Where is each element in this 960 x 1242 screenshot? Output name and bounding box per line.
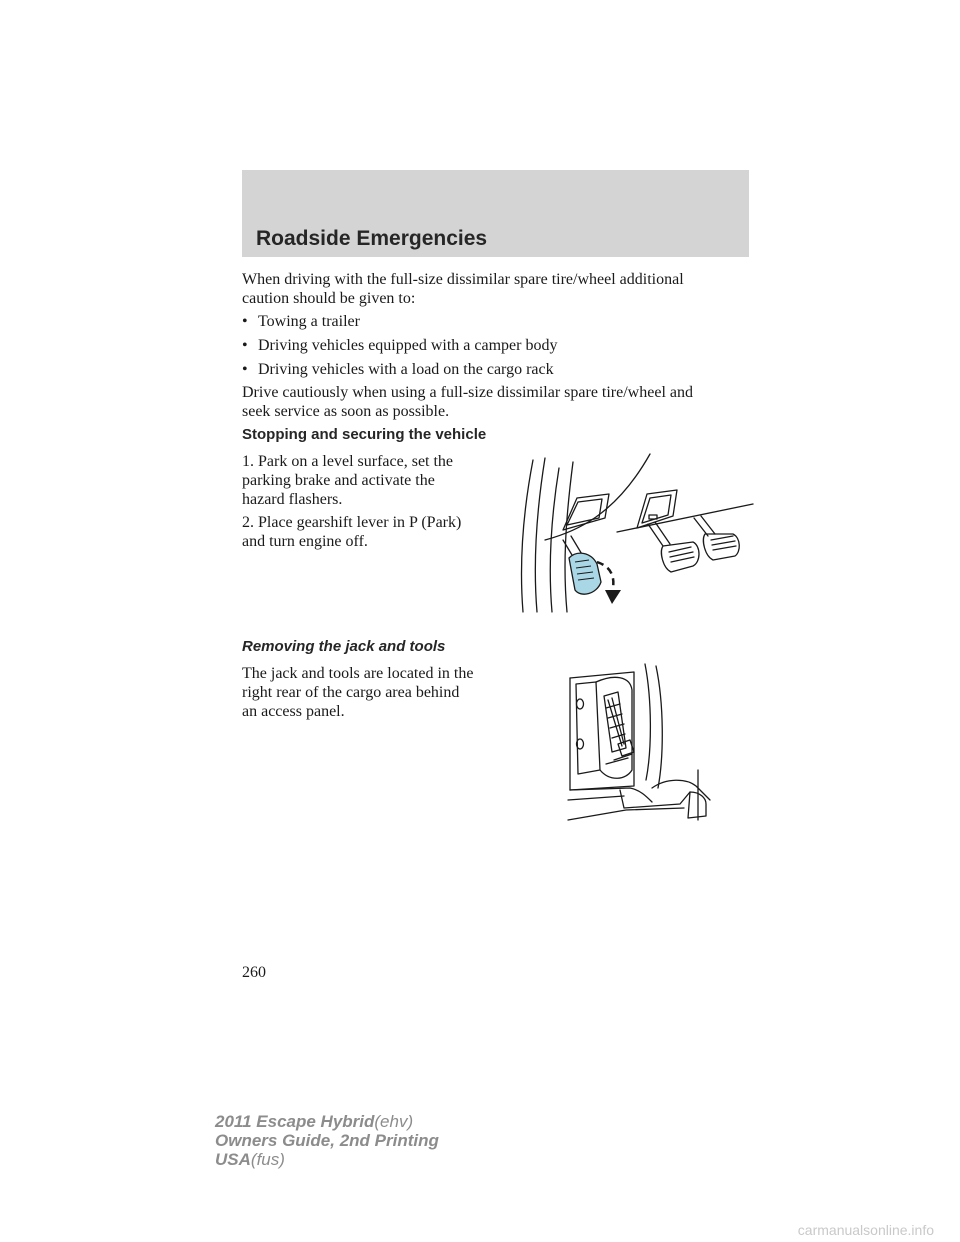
footer-printing: Owners Guide, 2nd Printing (215, 1131, 439, 1150)
footer-market: USA (215, 1150, 251, 1169)
footer-line-1 (215, 1112, 439, 1131)
caution-line-1: Drive cautiously when using a full-size dissimilar spare tire/wheel and (242, 384, 693, 401)
bullet-symbol: • (242, 361, 248, 378)
section-title: Roadside Emergencies (256, 227, 488, 250)
jack-location-illustration (560, 660, 720, 830)
parking-brake-illustration (505, 452, 755, 617)
caution-line-2: seek service as soon as possible. (242, 403, 450, 420)
bullet-item (242, 336, 557, 355)
watermark-text: carmanualsonline.info (797, 1222, 934, 1238)
footer-line-3 (215, 1150, 439, 1169)
step1-line-3: hazard flashers. (242, 491, 343, 508)
brake-pedal-highlight (569, 553, 601, 594)
jack-line-3: an access panel. (242, 703, 345, 720)
footer-imprint (215, 1112, 439, 1169)
bullet-item (242, 360, 554, 379)
jack-line-1: The jack and tools are located in the (242, 665, 474, 682)
arrow-down-icon (605, 590, 621, 604)
step2-line-1: 2. Place gearshift lever in P (Park) (242, 514, 462, 531)
bullet-symbol: • (242, 337, 248, 354)
jack-line-2: right rear of the cargo area behind (242, 684, 460, 701)
bullet-text: Towing a trailer (258, 313, 360, 330)
footer-model: 2011 Escape Hybrid (215, 1112, 375, 1131)
intro-line-1: When driving with the full-size dissimilar spare tire/wheel additional (242, 271, 684, 288)
jack-heading: Removing the jack and tools (242, 638, 446, 655)
intro-line-2: caution should be given to: (242, 290, 416, 307)
bullet-symbol: • (242, 313, 248, 330)
step2-line-2: and turn engine off. (242, 533, 368, 550)
footer-line-2 (215, 1131, 439, 1150)
bullet-item (242, 312, 360, 331)
bullet-text: Driving vehicles with a load on the cargo rack (258, 361, 554, 378)
page-number: 260 (242, 964, 266, 981)
step1-line-1: 1. Park on a level surface, set the (242, 453, 454, 470)
section-header-band (242, 170, 749, 257)
bullet-text: Driving vehicles equipped with a camper body (258, 337, 558, 354)
footer-model-code: (ehv) (374, 1112, 414, 1131)
footer-market-code: (fus) (250, 1150, 285, 1169)
stopping-heading: Stopping and securing the vehicle (242, 426, 487, 443)
step1-line-2: parking brake and activate the (242, 472, 435, 489)
